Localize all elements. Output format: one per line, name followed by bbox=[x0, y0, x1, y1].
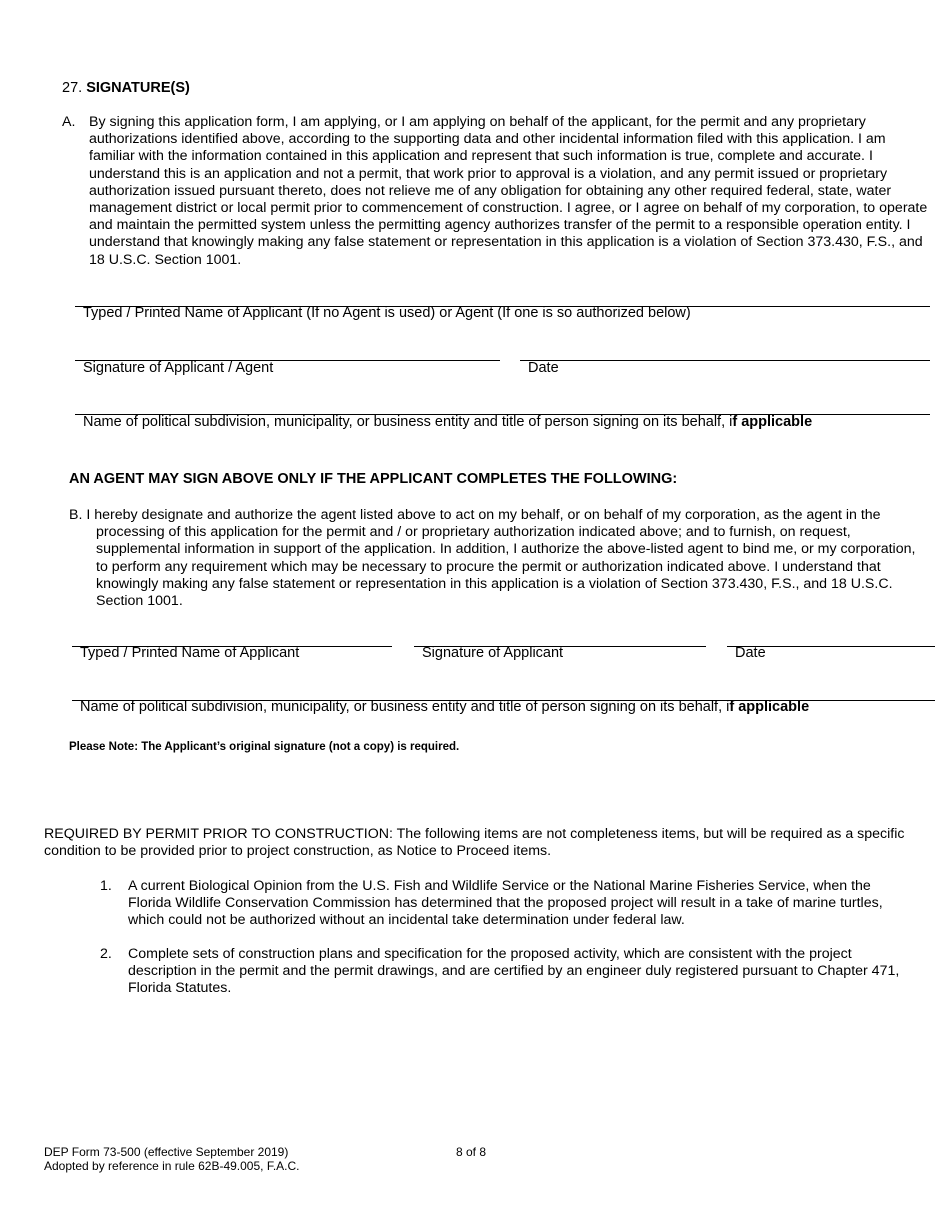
page-number: 8 of 8 bbox=[456, 1145, 487, 1159]
list-item-number: 1. bbox=[100, 878, 112, 894]
part-b-paragraph bbox=[69, 507, 919, 610]
part-a-paragraph bbox=[62, 114, 932, 269]
applicant-name-label: Typed / Printed Name of Applicant bbox=[80, 645, 300, 661]
date-line[interactable] bbox=[520, 360, 930, 361]
part-b-text: B. I hereby designate and authorize the agent listed above to act on my behalf, or on behalf of my corporation, as the agent in the processing of this application for the permit and / or proprietary authorization indicated above; and to furnish, on request, supplemental information in support of the application. In addition, I authorize the above-listed agent to bind me, or my corporation, to perform any requirement which may be necessary to procure the permit or authorization indicated above. I understand that knowingly making any false statement or representation in this application is a violation of Section 373.430, F.S., and 18 U.S.C. Section 1001. bbox=[69, 507, 916, 610]
signature-label: Signature of Applicant / Agent bbox=[83, 360, 274, 376]
section-number: 27. bbox=[62, 80, 83, 96]
entity-label: Name of political subdivision, municipality, or business entity and title of person signing on its behalf, if applicable bbox=[83, 414, 813, 430]
list-item bbox=[100, 878, 905, 930]
agent-heading: AN AGENT MAY SIGN ABOVE ONLY IF THE APPLICANT COMPLETES THE FOLLOWING: bbox=[69, 471, 678, 487]
list-item-text: A current Biological Opinion from the U.S. Fish and Wildlife Service or the National Marine Fisheries Service, when the Florida Wildlife Conservation Commission has determined that the proposed project will result in a take of marine turtles, which could not be authorized without an incidental take determination under federal law. bbox=[128, 878, 883, 929]
section-heading: SIGNATURE(S) bbox=[86, 80, 190, 96]
part-a-label: A. bbox=[62, 114, 76, 130]
section-title bbox=[62, 80, 190, 96]
footer-form-info bbox=[44, 1145, 300, 1173]
list-item-text: Complete sets of construction plans and specification for the proposed activity, which are consistent with the project description in the permit and the permit drawings, and are certified by an engineer duly registered pursuant to Chapter 471, Florida Statutes. bbox=[128, 946, 900, 997]
list-item-number: 2. bbox=[100, 946, 112, 962]
original-signature-note: Please Note: The Applicant’s original signature (not a copy) is required. bbox=[69, 741, 460, 753]
applicant-date-label: Date bbox=[735, 645, 766, 661]
date-label: Date bbox=[528, 360, 559, 376]
part-a-text: By signing this application form, I am applying, or I am applying on behalf of the applicant, for the permit and any proprietary authorizations identified above, according to the supporting data and other incidental information filed with this application. I am familiar with the information contained in this application and represent that such information is true, complete and accurate. I understand this is an application and not a permit, that work prior to approval is a violation, and any permit issued or proprietary authorization issued pursuant thereto, does not relieve me of any obligation for obtaining any other required federal, state, water management district or local permit prior to commencement of construction. I agree, or I agree on behalf of my corporation, to operate and maintain the permitted system unless the permitting agency authorizes transfer of the permit to a responsible operation entity. I understand that knowingly making any false statement or representation in this application is a violation of Section 373.430, F.S., and 18 U.S.C. Section 1001. bbox=[89, 114, 928, 268]
applicant-entity-label: Name of political subdivision, municipality, or business entity and title of person signing on its behalf, if applicable bbox=[80, 699, 810, 715]
typed-name-label: Typed / Printed Name of Applicant (If no Agent is used) or Agent (If one is so authorized below) bbox=[83, 305, 691, 321]
applicant-signature-label: Signature of Applicant bbox=[422, 645, 564, 661]
footer-form: DEP Form 73-500 (effective September 2019) bbox=[44, 1145, 289, 1159]
list-item bbox=[100, 946, 905, 998]
required-intro: REQUIRED BY PERMIT PRIOR TO CONSTRUCTION: The following items are not completeness items, but will be required as a specific condition to be provided prior to project construction, as Notice to Proceed items. bbox=[44, 826, 905, 860]
footer-adopted: Adopted by reference in rule 62B-49.005, F.A.C. bbox=[44, 1159, 300, 1173]
